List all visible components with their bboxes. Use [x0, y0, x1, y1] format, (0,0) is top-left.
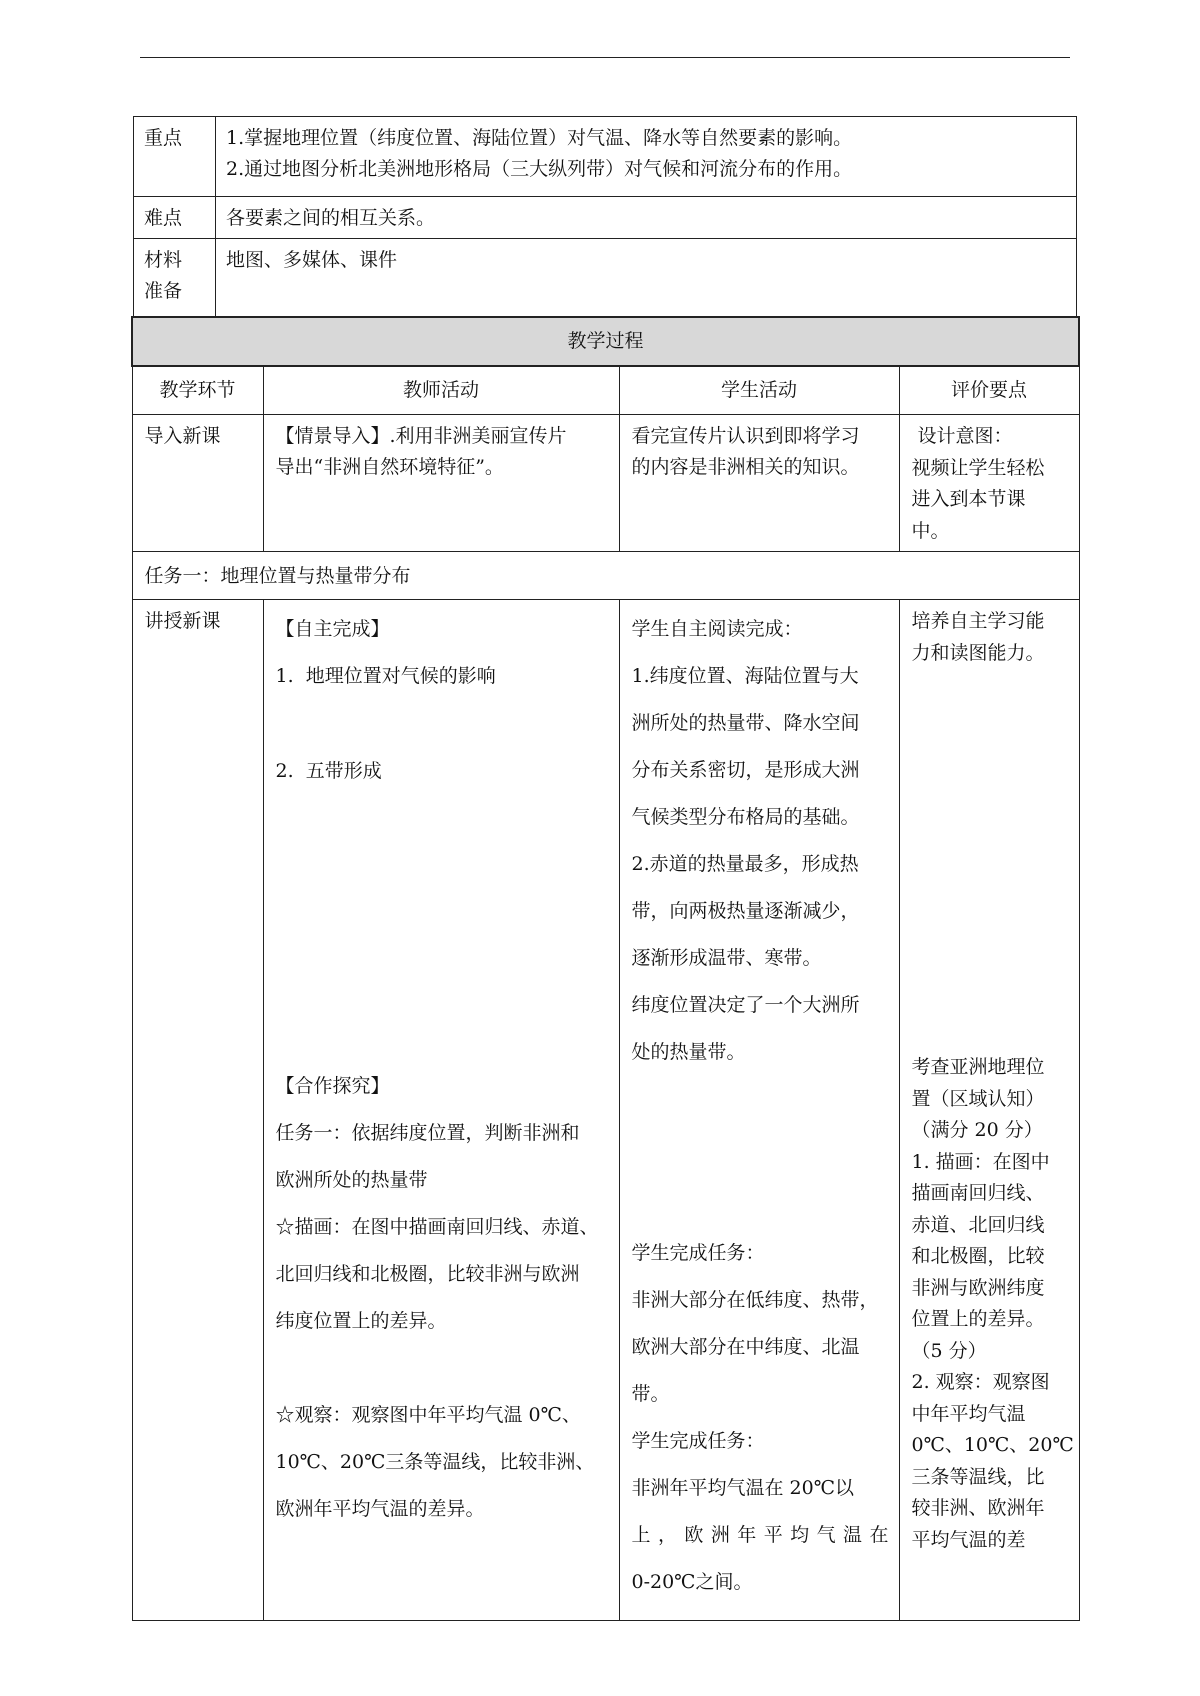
row-label: 材料 — [144, 249, 183, 271]
process-title — [132, 317, 1079, 366]
table-row — [134, 239, 1077, 319]
eval-text: 较非洲、欧洲年 — [911, 1497, 1045, 1519]
teacher-text: 欧洲所处的热量带 — [275, 1169, 428, 1191]
teacher-text: ☆描画：在图中描画南回归线、赤道、 — [275, 1216, 599, 1238]
table-row — [132, 415, 1079, 552]
student-text: 带，向两极热量逐渐减少， — [631, 900, 860, 922]
row-label: 难点 — [144, 207, 183, 229]
eval-text: 培养自主学习能 — [911, 610, 1045, 632]
table-row — [134, 197, 1077, 239]
student-text: 带。 — [631, 1383, 670, 1405]
stage-label: 讲授新课 — [144, 610, 221, 632]
teacher-cell — [263, 415, 619, 552]
column-header: 学生活动 — [619, 366, 899, 415]
eval-cell — [899, 415, 1079, 552]
stage-cell — [132, 415, 263, 552]
teaching-process-table — [131, 316, 1080, 1621]
teacher-text: 纬度位置上的差异。 — [275, 1310, 447, 1332]
eval-text: 非洲与欧洲纬度 — [911, 1276, 1045, 1299]
student-text: 1.纬度位置、海陆位置与大 — [631, 665, 859, 687]
label-key-points — [134, 117, 216, 197]
eval-block — [912, 606, 1069, 669]
column-header: 教学环节 — [132, 366, 263, 415]
eval-text: 置（区域认知） — [911, 1087, 1045, 1110]
difficulty-line: 各要素之间的相互关系。 — [226, 207, 436, 229]
student-text: 逐渐形成温带、寒带。 — [631, 947, 822, 969]
student-text: 看完宣传片认识到即将学习 — [631, 425, 860, 447]
label-materials — [134, 239, 216, 319]
process-title-text: 教学过程 — [567, 330, 644, 352]
materials-line: 地图、多媒体、课件 — [226, 249, 398, 271]
student-text: 学生完成任务： — [631, 1430, 765, 1452]
eval-text: 考查亚洲地理位 — [911, 1056, 1045, 1078]
teacher-block — [276, 1063, 609, 1533]
student-text: 处的热量带。 — [631, 1041, 746, 1063]
key-points-content — [216, 117, 1077, 197]
eval-text: 赤道、北回归线 — [911, 1213, 1045, 1236]
label-difficulty — [134, 197, 216, 239]
student-text: 学生完成任务： — [631, 1242, 765, 1264]
column-header-row — [132, 366, 1079, 415]
student-text: 非洲大部分在低纬度、热带， — [631, 1289, 879, 1311]
eval-text: 力和读图能力。 — [911, 641, 1045, 664]
teacher-text: 【合作探究】 — [275, 1075, 390, 1097]
student-cell — [619, 600, 899, 1621]
teacher-block — [276, 606, 609, 1036]
student-text: 非洲年平均气温在 20℃以 — [631, 1477, 854, 1499]
eval-text: 2. 观察：观察图 — [911, 1371, 1050, 1393]
lesson-meta-table — [133, 116, 1077, 319]
student-text: 0-20℃之间。 — [631, 1571, 753, 1593]
table-row — [132, 317, 1079, 366]
eval-text: 0℃、10℃、20℃ — [911, 1434, 1074, 1456]
teacher-text: 任务一：依据纬度位置，判断非洲和 — [275, 1122, 580, 1144]
task-row — [132, 552, 1079, 600]
key-point-line: 2.通过地图分析北美洲地形格局（三大纵列带）对气候和河流分布的作用。 — [226, 158, 853, 180]
teacher-text: 2. 五带形成 — [275, 760, 382, 782]
eval-text: 中年平均气温 — [911, 1402, 1026, 1425]
student-text: 欧洲大部分在中纬度、北温 — [631, 1336, 860, 1358]
eval-text: 和北极圈，比较 — [911, 1245, 1045, 1267]
teacher-text: 北回归线和北极圈，比较非洲与欧洲 — [275, 1263, 580, 1285]
eval-text: 平均气温的差 — [911, 1528, 1026, 1551]
row-label: 准备 — [144, 280, 183, 302]
student-text: 学生自主阅读完成： — [631, 618, 803, 640]
row-label: 重点 — [144, 127, 183, 149]
stage-cell — [132, 600, 263, 1621]
student-text: 分布关系密切，是形成大洲 — [631, 759, 860, 781]
stage-label: 导入新课 — [144, 425, 221, 447]
teacher-text: 【情景导入】.利用非洲美丽宣传片 — [275, 425, 567, 447]
eval-text: 1. 描画：在图中 — [911, 1150, 1050, 1173]
table-row — [132, 600, 1079, 1621]
eval-cell — [899, 600, 1079, 1621]
teacher-text: 导出“非洲自然环境特征”。 — [275, 456, 504, 478]
eval-text: 中。 — [911, 519, 950, 542]
difficulty-content — [216, 197, 1077, 239]
student-text: 气候类型分布格局的基础。 — [631, 806, 860, 828]
eval-text: 描画南回归线、 — [911, 1182, 1045, 1204]
eval-text: 三条等温线，比 — [911, 1465, 1045, 1488]
student-cell — [619, 415, 899, 552]
eval-text: （5 分） — [911, 1339, 987, 1362]
header-rule — [140, 57, 1070, 58]
task-cell — [132, 552, 1079, 600]
teacher-text: 【自主完成】 — [275, 618, 390, 640]
eval-text: 设计意图： — [911, 425, 1013, 447]
student-text: 的内容是非洲相关的知识。 — [631, 456, 860, 478]
eval-text: 视频让学生轻松 — [911, 456, 1045, 479]
teacher-text: 10℃、20℃三条等温线，比较非洲、 — [275, 1451, 595, 1473]
teacher-cell — [263, 600, 619, 1621]
eval-text: 位置上的差异。 — [911, 1308, 1045, 1330]
task-title: 任务一：地理位置与热量带分布 — [144, 565, 411, 587]
teacher-text: 1. 地理位置对气候的影响 — [275, 665, 496, 687]
teacher-text: ☆观察：观察图中年平均气温 0℃、 — [275, 1404, 581, 1426]
student-text: 2.赤道的热量最多，形成热 — [631, 853, 859, 875]
column-header: 评价要点 — [899, 366, 1079, 415]
table-row — [134, 117, 1077, 197]
key-point-line: 1.掌握地理位置（纬度位置、海陆位置）对气温、降水等自然要素的影响。 — [226, 127, 853, 149]
student-text: 上，欧洲年平均气温在 — [631, 1524, 889, 1546]
eval-text: （满分 20 分） — [911, 1119, 1043, 1141]
student-text: 洲所处的热量带、降水空间 — [631, 712, 860, 734]
eval-text: 进入到本节课 — [911, 488, 1026, 510]
student-text: 纬度位置决定了一个大洲所 — [631, 994, 860, 1016]
column-header: 教师活动 — [263, 366, 619, 415]
materials-content — [216, 239, 1077, 319]
teacher-text: 欧洲年平均气温的差异。 — [275, 1498, 485, 1520]
